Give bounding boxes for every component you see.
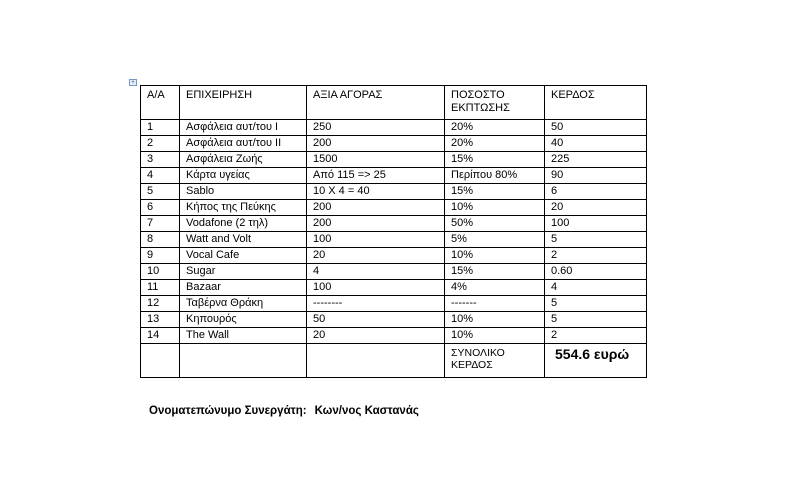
table-row (141, 264, 647, 280)
cell-index: 14 (141, 328, 180, 344)
total-profit-value: 554.6 ευρώ (545, 344, 647, 378)
cell-discount-rate: 20% (445, 120, 545, 136)
cell-profit: 50 (545, 120, 647, 136)
table-row (141, 248, 647, 264)
cell-profit: 20 (545, 200, 647, 216)
table-row (141, 280, 647, 296)
cell-profit: 225 (545, 152, 647, 168)
cell-index: 3 (141, 152, 180, 168)
cell-index: 13 (141, 312, 180, 328)
cell-business: The Wall (180, 328, 307, 344)
table-row (141, 152, 647, 168)
cell-discount-rate: 4% (445, 280, 545, 296)
cell-business: Watt and Volt (180, 232, 307, 248)
header-cell-index: Α/Α (141, 86, 180, 120)
header-cell-purchase-value: ΑΞΙΑ ΑΓΟΡΑΣ (307, 86, 445, 120)
cell-index: 4 (141, 168, 180, 184)
table-total-row (141, 344, 647, 378)
cell-business: Ασφάλεια Ζωής (180, 152, 307, 168)
cell-purchase-value: 100 (307, 280, 445, 296)
cell-index: 11 (141, 280, 180, 296)
cell-index: 6 (141, 200, 180, 216)
cell-business: Κήπος της Πεύκης (180, 200, 307, 216)
cell-index: 9 (141, 248, 180, 264)
cell-profit: 90 (545, 168, 647, 184)
cell-profit: 2 (545, 248, 647, 264)
cell-purchase-value: 250 (307, 120, 445, 136)
table-row (141, 200, 647, 216)
partner-name-label: Ονοματεπώνυμο Συνεργάτη: (149, 405, 307, 417)
cell-profit: 5 (545, 232, 647, 248)
table-header-row (141, 86, 647, 120)
cell-discount-rate: 5% (445, 232, 545, 248)
empty-cell (180, 344, 307, 378)
header-cell-discount-rate: ΠΟΣΟΣΤΟ ΕΚΠΤΩΣΗΣ (445, 86, 545, 120)
cell-purchase-value: -------- (307, 296, 445, 312)
empty-cell (141, 344, 180, 378)
cell-index: 1 (141, 120, 180, 136)
cell-purchase-value: 20 (307, 328, 445, 344)
cell-profit: 2 (545, 328, 647, 344)
cell-business: Ταβέρνα Θράκη (180, 296, 307, 312)
table-row (141, 328, 647, 344)
empty-cell (307, 344, 445, 378)
cell-discount-rate: ------- (445, 296, 545, 312)
cell-purchase-value: 10 Χ 4 = 40 (307, 184, 445, 200)
cell-discount-rate: 10% (445, 200, 545, 216)
cell-business: Κάρτα υγείας (180, 168, 307, 184)
table-row (141, 136, 647, 152)
cell-index: 10 (141, 264, 180, 280)
cell-business: Ασφάλεια αυτ/του Ι (180, 120, 307, 136)
cell-purchase-value: 20 (307, 248, 445, 264)
total-profit-label: ΣΥΝΟΛΙΚΟ ΚΕΡΔΟΣ (445, 344, 545, 378)
cell-discount-rate: 10% (445, 328, 545, 344)
cell-purchase-value: 200 (307, 216, 445, 232)
partner-signature-line (149, 405, 419, 417)
cell-purchase-value: 100 (307, 232, 445, 248)
cell-business: Sablo (180, 184, 307, 200)
cell-discount-rate: 10% (445, 312, 545, 328)
cell-discount-rate: 15% (445, 264, 545, 280)
cell-discount-rate: 15% (445, 184, 545, 200)
cell-index: 2 (141, 136, 180, 152)
cell-business: Bazaar (180, 280, 307, 296)
table-row (141, 184, 647, 200)
cell-index: 5 (141, 184, 180, 200)
cell-profit: 5 (545, 312, 647, 328)
cell-profit: 0.60 (545, 264, 647, 280)
header-cell-business: ΕΠΙΧΕΙΡΗΣΗ (180, 86, 307, 120)
table-row (141, 120, 647, 136)
cell-purchase-value: 200 (307, 136, 445, 152)
cell-business: Vocal Cafe (180, 248, 307, 264)
cell-purchase-value: 1500 (307, 152, 445, 168)
cell-discount-rate: Περίπου 80% (445, 168, 545, 184)
cell-profit: 100 (545, 216, 647, 232)
cell-purchase-value: 200 (307, 200, 445, 216)
cell-discount-rate: 50% (445, 216, 545, 232)
cell-profit: 6 (545, 184, 647, 200)
cell-purchase-value: Από 115 => 25 (307, 168, 445, 184)
partner-name-value: Κων/νος Καστανάς (314, 405, 419, 417)
table-move-handle-icon[interactable]: + (129, 79, 137, 86)
cell-discount-rate: 20% (445, 136, 545, 152)
table-row (141, 232, 647, 248)
cell-business: Sugar (180, 264, 307, 280)
table-row (141, 296, 647, 312)
cell-discount-rate: 10% (445, 248, 545, 264)
table-row (141, 168, 647, 184)
cell-profit: 4 (545, 280, 647, 296)
header-cell-profit: ΚΕΡΔΟΣ (545, 86, 647, 120)
cell-purchase-value: 50 (307, 312, 445, 328)
cell-business: Vodafone (2 τηλ) (180, 216, 307, 232)
cell-index: 12 (141, 296, 180, 312)
cell-purchase-value: 4 (307, 264, 445, 280)
cell-profit: 5 (545, 296, 647, 312)
table-row (141, 312, 647, 328)
cell-business: Ασφάλεια αυτ/του ΙΙ (180, 136, 307, 152)
profit-table (140, 85, 647, 378)
cell-discount-rate: 15% (445, 152, 545, 168)
table-row (141, 216, 647, 232)
cell-index: 8 (141, 232, 180, 248)
cell-business: Κηπουρός (180, 312, 307, 328)
cell-index: 7 (141, 216, 180, 232)
cell-profit: 40 (545, 136, 647, 152)
